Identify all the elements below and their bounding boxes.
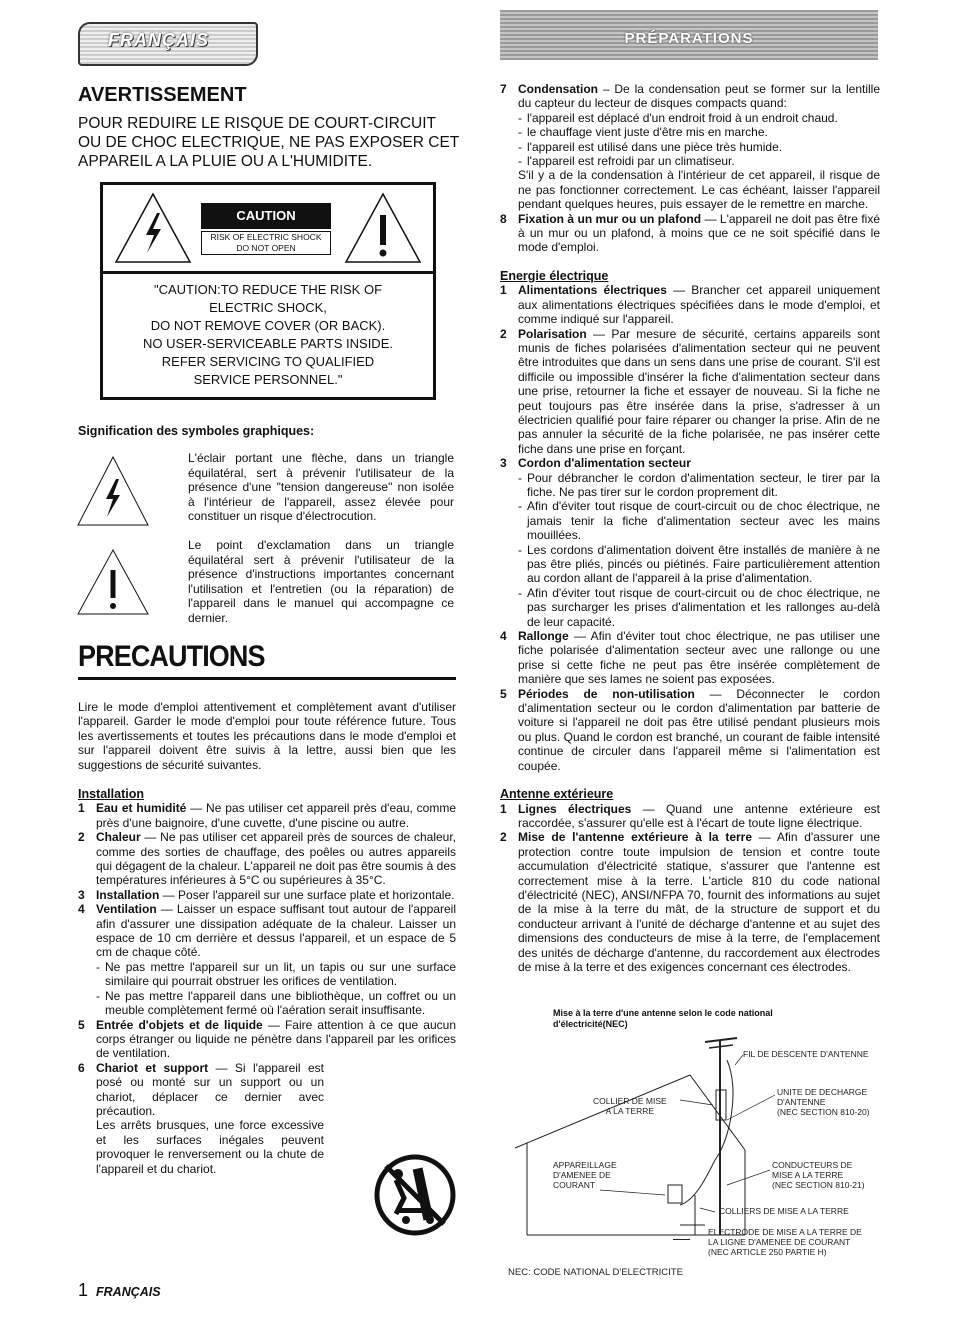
list-subitem: - Les cordons d'alimentation doivent être installés de manière à ne pas être pliés, pincés ou piétinés. Faire particulièrement attention au cordon allant de l'appareil à la prise d'alimentation. bbox=[518, 543, 880, 586]
precautions-intro: Lire le mode d'emploi attentivement et complètement avant d'utiliser l'appareil. Garder le mode d'emploi pour toute référence future. Tous les avertissements et toutes les précautions dans le mode d'emploi et sur l'appareil doivent être suivis à la lettre, aussi bien que les suggestions de sécurité suivantes. bbox=[78, 700, 456, 772]
precautions-rule bbox=[78, 677, 456, 680]
diagram-label-line: APPAREILLAGE bbox=[553, 1160, 617, 1170]
list-item: 1 Lignes électriques — Quand une antenne extérieure est raccordée, s'assurer qu'elle est à l'écart de toute ligne électrique. bbox=[500, 801, 880, 830]
item-text: Les arrêts brusques, une force excessive et les surfaces inégales peuvent provoquer le renversement ou la chute de l'appareil et du chariot. bbox=[96, 1118, 324, 1176]
diagram-label-line: COURANT bbox=[553, 1180, 596, 1190]
language-tab bbox=[78, 22, 258, 66]
page-number: 1 bbox=[78, 1280, 89, 1300]
antenna-diagram-title bbox=[553, 1008, 773, 1030]
diagram-title-line: d'électricité(NEC) bbox=[553, 1019, 628, 1029]
item-heading: Ventilation bbox=[96, 902, 157, 917]
list-item: 5 Périodes de non-utilisation — Déconnecter le cordon d'alimentation secteur ou le cordon d'alimentation par batterie de voiture si l'appareil ne doit pas être utilisé pendant plusieurs mois ou plus. Quand le cordon est branché, un courant de faible intensité continue de circuler dans l'appareil même si l'alimentation est coupée. bbox=[500, 686, 880, 773]
caution-box bbox=[100, 182, 436, 400]
caution-line: DO NOT REMOVE COVER (OR BACK). bbox=[150, 318, 386, 333]
page-footer bbox=[78, 1280, 161, 1301]
item-text: — Ne pas utiliser cet appareil près d'eau, comme près d'une baignoire, d'une cuvette, d'une piscine ou autre. bbox=[96, 801, 457, 830]
item-text: — Par mesure de sécurité, certains appareils sont munis de fiches polarisées d'alimentation secteur qui ne peuvent être introduites que dans un sens dans une prise de courant. S'il est difficile ou impossible d'insérer la fiche d'alimentation secteur dans une prise, retourner la fiche et essayer de nouveau. Si la fiche ne peut toujours pas être insérée dans la prise, s'adresser à un électricien qualifié pour faire réparer ou changer la prise. Afin de ne pas annuler la sécurité de la fiche polarisée, ne pas insérer cette fiche dans une prise en forçant. bbox=[518, 326, 880, 456]
list-subitem: - Pour débrancher le cordon d'alimentation secteur, le tirer par la fiche. Ne pas tirer sur le cordon proprement dit. bbox=[518, 471, 880, 500]
exclamation-description: Le point d'exclamation dans un triangle équilatéral sert à prévenir l'utilisateur de la présence d'instructions importantes concernant l'utilisation et l'entretien (ou la réparation) de l'appareil dans le manuel qui accompagne ce dernier. bbox=[188, 538, 454, 625]
list-item: 7 Condensation – De la condensation peut se former sur la lentille du capteur du lecteur de disques compacts quand: - l'appareil est déplacé d'un endroit froid à un endroit chaud. - le chauffage vient juste d'être mis en marche. - l'appareil est utilisé dans une pièce très humide. - l'appareil est refroidi par un climatiseur. S'il y a de la condensation à l'intérieur de cet appareil, il risque de ne pas fonctionner correctement. Le cas échéant, laisser l'appareil pendant quelques heures, puis essayer de le remettre en marche. bbox=[500, 82, 880, 212]
precautions-title: PRECAUTIONS bbox=[78, 640, 265, 673]
list-item: 2 Chaleur — Ne pas utiliser cet appareil près de sources de chaleur, comme des sorties de chauffage, des poêles ou autres appareils qui dégagent de la chaleur. L'appareil ne doit pas être soumis à des températures inférieures à 5°C ou supérieures à 35°C. bbox=[78, 830, 456, 888]
language-tab-label: FRANÇAIS bbox=[108, 30, 209, 50]
item-heading: Fixation à un mur ou un plafond bbox=[518, 211, 702, 226]
caution-box-header bbox=[103, 185, 433, 274]
diagram-label-line: (NEC ARTICLE 250 PARTIE H) bbox=[708, 1247, 827, 1257]
list-item: 2 Polarisation — Par mesure de sécurité, certains appareils sont munis de fiches polarisées d'alimentation secteur qui ne peuvent être introduites que dans un sens dans une prise de courant. S'il est difficile ou impossible d'insérer la fiche d'alimentation secteur dans une prise, retourner la fiche et essayer de nouveau. Si la fiche ne peut toujours pas être insérée dans la prise, s'adresser à un électricien qualifié pour faire réparer ou changer la prise. Afin de ne pas annuler la sécurité de la fiche polarisée, ne pas insérer cette fiche dans une prise en forçant. bbox=[500, 326, 880, 456]
lightning-symbol-icon bbox=[76, 455, 150, 527]
item-text: S'il y a de la condensation à l'intérieur de cet appareil, il risque de ne pas fonctionner correctement. Le cas échéant, laisser l'appareil pendant quelques heures, puis essayer de le remettre en marche. bbox=[518, 168, 880, 212]
diagram-title-line: Mise à la terre d'une antenne selon le code national bbox=[553, 1008, 773, 1018]
label-fil-descente: FIL DE DESCENTE D'ANTENNE bbox=[743, 1049, 869, 1059]
caution-sub-line2: DO NOT OPEN bbox=[201, 243, 331, 255]
item-heading: Mise de l'antenne extérieure à la terre bbox=[518, 830, 753, 845]
caution-line: "CAUTION:TO REDUCE THE RISK OF bbox=[153, 282, 383, 297]
list-subitem: - le chauffage vient juste d'être mis en marche. bbox=[518, 125, 880, 139]
item-heading: Polarisation bbox=[518, 326, 587, 341]
list-item: 8 Fixation à un mur ou un plafond — L'appareil ne doit pas être fixé à un mur ou un plafond, à moins que ce ne soit spécifié dans le mode d'emploi. bbox=[500, 211, 880, 255]
item-heading: Installation bbox=[96, 887, 160, 902]
list-item: 1 Alimentations électriques — Brancher cet appareil uniquement aux alimentations électriques spécifiées dans le mode d'emploi, et comme indiqué sur l'appareil. bbox=[500, 283, 880, 327]
diagram-label-line: COLLIER DE MISE bbox=[593, 1096, 667, 1106]
diagram-label-line: CONDUCTEURS DE bbox=[772, 1160, 853, 1170]
list-item: 3 Cordon d'alimentation secteur - Pour débrancher le cordon d'alimentation secteur, le tirer par la fiche. Ne pas tirer sur le cordon proprement dit. - Afin d'éviter tout risque de court-circuit ou de choc électrique, ne jamais tenir la fiche d'alimentation secteur avec les mains mouillées. - Les cordons d'alimentation doivent être installés de manière à ne pas être pliés, pincés ou piétinés. Faire particulièrement attention au cordon allant de l'appareil à la prise d'alimentation. - Afin d'éviter tout risque de court-circuit ou de choc électrique, ne pas surcharger les prises d'alimentation et les rallonges au-delà de leur capacité. bbox=[500, 456, 880, 629]
installation-section bbox=[78, 787, 456, 1176]
right-column bbox=[500, 82, 880, 974]
energie-title: Energie électrique bbox=[500, 268, 609, 283]
list-subitem: - Ne pas mettre l'appareil dans une bibliothèque, un coffret ou un meuble complètement fermé où l'aération serait insuffisante. bbox=[96, 989, 456, 1018]
label-colliers: COLLIERS DE MISE A LA TERRE bbox=[719, 1206, 849, 1216]
caution-label: CAUTION bbox=[201, 203, 331, 229]
item-heading: Chariot et support bbox=[96, 1060, 209, 1075]
list-item: 6 Chariot et support — Si l'appareil est posé ou monté sur un support ou un chariot, déplacer ce dernier avec précaution. Les arrêts brusques, une force excessive et les surfaces inégales peuvent provoquer le renversement ou la chute de l'appareil et du chariot. bbox=[78, 1060, 324, 1176]
item-text: — L'appareil ne doit pas être fixé à un mur ou un plafond, à moins que ce ne soit spécifié dans le mode d'emploi. bbox=[518, 211, 880, 255]
item-heading: Chaleur bbox=[96, 830, 141, 845]
antenne-title: Antenne extérieure bbox=[500, 787, 614, 802]
diagram-label-line: UNITE DE DECHARGE bbox=[777, 1087, 868, 1097]
item-heading: Entrée d'objets et de liquide bbox=[96, 1017, 263, 1032]
item-heading: Eau et humidité bbox=[96, 801, 187, 816]
list-subitem: - l'appareil est déplacé d'un endroit froid à un endroit chaud. bbox=[518, 111, 880, 125]
item-heading: Lignes électriques bbox=[518, 801, 632, 816]
item-heading: Alimentations électriques bbox=[518, 283, 667, 298]
caution-line: ELECTRIC SHOCK, bbox=[209, 300, 327, 315]
diagram-label-line: MISE A LA TERRE bbox=[772, 1170, 844, 1180]
exclamation-symbol-icon bbox=[76, 548, 150, 616]
diagram-label-line: D'AMENEE DE bbox=[553, 1170, 611, 1180]
footer-language: FRANÇAIS bbox=[96, 1285, 161, 1299]
diagram-label-line: ELECTRODE DE MISE A LA TERRE DE bbox=[708, 1227, 862, 1237]
list-subitem: - l'appareil est utilisé dans une pièce très humide. bbox=[518, 140, 880, 154]
nec-note: NEC: CODE NATIONAL D'ELECTRICITE bbox=[508, 1267, 683, 1278]
item-text: – De la condensation peut se former sur la lentille du capteur du lecteur de disques compacts quand: bbox=[518, 82, 880, 111]
caution-line: REFER SERVICING TO QUALIFIED bbox=[161, 354, 375, 369]
exclamation-triangle-icon bbox=[343, 191, 423, 265]
item-text: — Laisser un espace suffisant tout autour de l'appareil afin d'assurer une dissipation adéquate de la chaleur. Laisser un espace de 10 cm derrière et dessus l'appareil, et un espace de 5 cm de chaque côté. bbox=[96, 902, 456, 960]
list-item: 3 Installation — Poser l'appareil sur une surface plate et horizontale. bbox=[78, 887, 455, 902]
label-electrode bbox=[708, 1227, 862, 1257]
item-heading: Cordon d'alimentation secteur bbox=[518, 456, 691, 471]
list-item: 4 Rallonge — Afin d'éviter tout choc électrique, ne pas utiliser une fiche polarisée d'alimentation secteur avec une rallonge ou une prise si cette fiche ne peut pas être insérée complètement de manière que ses lames ne soient pas exposées. bbox=[500, 629, 880, 687]
item-text: — Faire attention à ce que aucun corps étranger ou liquide ne pénètre dans l'appareil par les orifices de ventilation. bbox=[96, 1017, 457, 1061]
section-tab-label: PRÉPARATIONS bbox=[624, 30, 754, 47]
lightning-triangle-icon bbox=[113, 191, 193, 265]
list-item: 5 Entrée d'objets et de liquide — Faire attention à ce que aucun corps étranger ou liquide ne pénètre dans l'appareil par les orifices de ventilation. bbox=[78, 1017, 457, 1061]
item-text: — Poser l'appareil sur une surface plate et horizontale. bbox=[159, 887, 455, 902]
installation-title: Installation bbox=[78, 787, 144, 801]
list-subitem: - Afin d'éviter tout risque de court-circuit ou de choc électrique, ne pas surcharger les prises d'alimentation et les rallonges au-delà de leur capacité. bbox=[518, 586, 880, 629]
lightning-description: L'éclair portant une flèche, dans un triangle équilatéral, sert à prévenir l'utilisateur de la présence d'une "tension dangereuse" non isolée à l'intérieur de l'appareil, assez élevée pour constituer un risque d'électrocution. bbox=[188, 451, 454, 523]
list-subitem: - l'appareil est refroidi par un climatiseur. bbox=[518, 154, 880, 168]
item-text: — Si l'appareil est posé ou monté sur un support ou un chariot, déplacer ce dernier avec précaution. bbox=[96, 1060, 324, 1118]
caution-sub bbox=[201, 231, 331, 255]
list-subitem: - Ne pas mettre l'appareil sur un lit, un tapis ou sur une surface similaire qui pourrait obstruer les orifices de ventilation. bbox=[96, 960, 456, 989]
list-item: 1 Eau et humidité — Ne pas utiliser cet appareil près d'eau, comme près d'une baignoire, d'une cuvette, d'une piscine ou autre. bbox=[78, 801, 457, 830]
item-heading: Rallonge bbox=[518, 629, 569, 644]
list-subitem: - Afin d'éviter tout risque de court-circuit ou de choc électrique, ne jamais tenir la fiche d'alimentation secteur avec les mains mouillées. bbox=[518, 499, 880, 542]
label-appareillage bbox=[553, 1160, 617, 1190]
item-text: — Déconnecter le cordon d'alimentation secteur ou le cordon d'alimentation par batterie de voiture si l'appareil ne doit pas être utilisé pendant plusieurs mois ou plus. Quand le cordon est branché, un courant de faible intensité continue de circuler dans l'appareil même si l'alimentation est coupée. bbox=[518, 686, 880, 773]
warning-text: POUR REDUIRE LE RISQUE DE COURT-CIRCUIT OU DE CHOC ELECTRIQUE, NE PAS EXPOSER CET APPAREIL A LA PLUIE OU A L'HUMIDITE. bbox=[78, 115, 459, 170]
symbols-title: Signification des symboles graphiques: bbox=[78, 424, 315, 438]
label-collier bbox=[593, 1096, 667, 1116]
item-text: — Afin d'éviter tout choc électrique, ne pas utiliser une fiche polarisée d'alimentation secteur avec une rallonge ou une prise si cette fiche ne peut pas être insérée complètement de manière que ses lames ne soient pas exposées. bbox=[518, 629, 880, 687]
item-text: — Afin d'assurer une protection contre toute impulsion de tension et contre toute accumulation d'électricité statique, s'assurer que l'antenne est correctement mise à la terre. L'article 810 du code national d'électricité (NEC), ANSI/NFPA 70, fournit des informations au sujet de la mise à la terre du mât, de la structure de support et du conducteur arrivant à l'unité de décharge d'antenne et au sujet des dimensions des conducteurs de mise à la terre, de l'emplacement des unités de décharge d'antenne, du raccordement aux électrodes de mise à la terre et des exigences concernant ces électrodes. bbox=[518, 830, 880, 974]
cart-tipover-warning-icon bbox=[374, 1154, 456, 1236]
item-heading: Périodes de non-utilisation bbox=[518, 686, 695, 701]
caution-text bbox=[103, 281, 433, 389]
item-text: — Ne pas utiliser cet appareil près de sources de chaleur, comme des sorties de chauffage, des poêles ou autres appareils qui dégagent de la chaleur. L'appareil ne doit pas être soumis à des températures inférieures à 5°C ou supérieures à 35°C. bbox=[96, 830, 456, 888]
warning-title: AVERTISSEMENT bbox=[78, 84, 247, 106]
diagram-label-line: D'ANTENNE bbox=[777, 1097, 826, 1107]
caution-line: NO USER-SERVICEABLE PARTS INSIDE. bbox=[143, 336, 393, 351]
label-conducteurs bbox=[772, 1160, 865, 1190]
section-tab bbox=[500, 10, 878, 60]
caution-sub-line1: RISK OF ELECTRIC SHOCK bbox=[201, 231, 331, 243]
diagram-label-line: A LA TERRE bbox=[605, 1106, 655, 1116]
item-text: — Brancher cet appareil uniquement aux alimentations électriques spécifiées dans le mode d'emploi, et comme indiqué sur l'appareil. bbox=[518, 283, 880, 327]
item-heading: Condensation bbox=[518, 82, 598, 96]
diagram-label-line: (NEC SECTION 810-20) bbox=[777, 1107, 870, 1117]
list-item: 2 Mise de l'antenne extérieure à la terre — Afin d'assurer une protection contre toute impulsion de tension et contre toute accumulation d'électricité statique, s'assurer que l'antenne est correctement mise à la terre. L'article 810 du code national d'électricité (NEC), ANSI/NFPA 70, fournit des informations au sujet de la mise à la terre du mât, de la structure de support et du conducteur arrivant à l'unité de décharge d'antenne et au sujet des dimensions des conducteurs de mise à la terre, de l'emplacement des unités de décharge d'antenne, du raccordement aux électrodes de mise à la terre et des exigences concernant ces électrodes. bbox=[500, 830, 880, 974]
label-unite-decharge bbox=[777, 1087, 870, 1117]
list-item: 4 Ventilation — Laisser un espace suffisant tout autour de l'appareil afin d'assurer une dissipation adéquate de la chaleur. Laisser un espace de 10 cm derrière et dessus l'appareil, et un espace de 5 cm de chaque côté. - Ne pas mettre l'appareil sur un lit, un tapis ou sur une surface similaire qui pourrait obstruer les orifices de ventilation. - Ne pas mettre l'appareil dans une bibliothèque, un coffret ou un meuble complètement fermé où l'aération serait insuffisante. bbox=[78, 902, 456, 1017]
diagram-label-line: (NEC SECTION 810-21) bbox=[772, 1180, 865, 1190]
caution-line: SERVICE PERSONNEL." bbox=[193, 372, 343, 387]
diagram-label-line: LA LIGNE D'AMENEE DE COURANT bbox=[708, 1237, 851, 1247]
item-text: — Quand une antenne extérieure est raccordée, s'assurer qu'elle est à l'écart de toute ligne électrique. bbox=[518, 801, 880, 830]
